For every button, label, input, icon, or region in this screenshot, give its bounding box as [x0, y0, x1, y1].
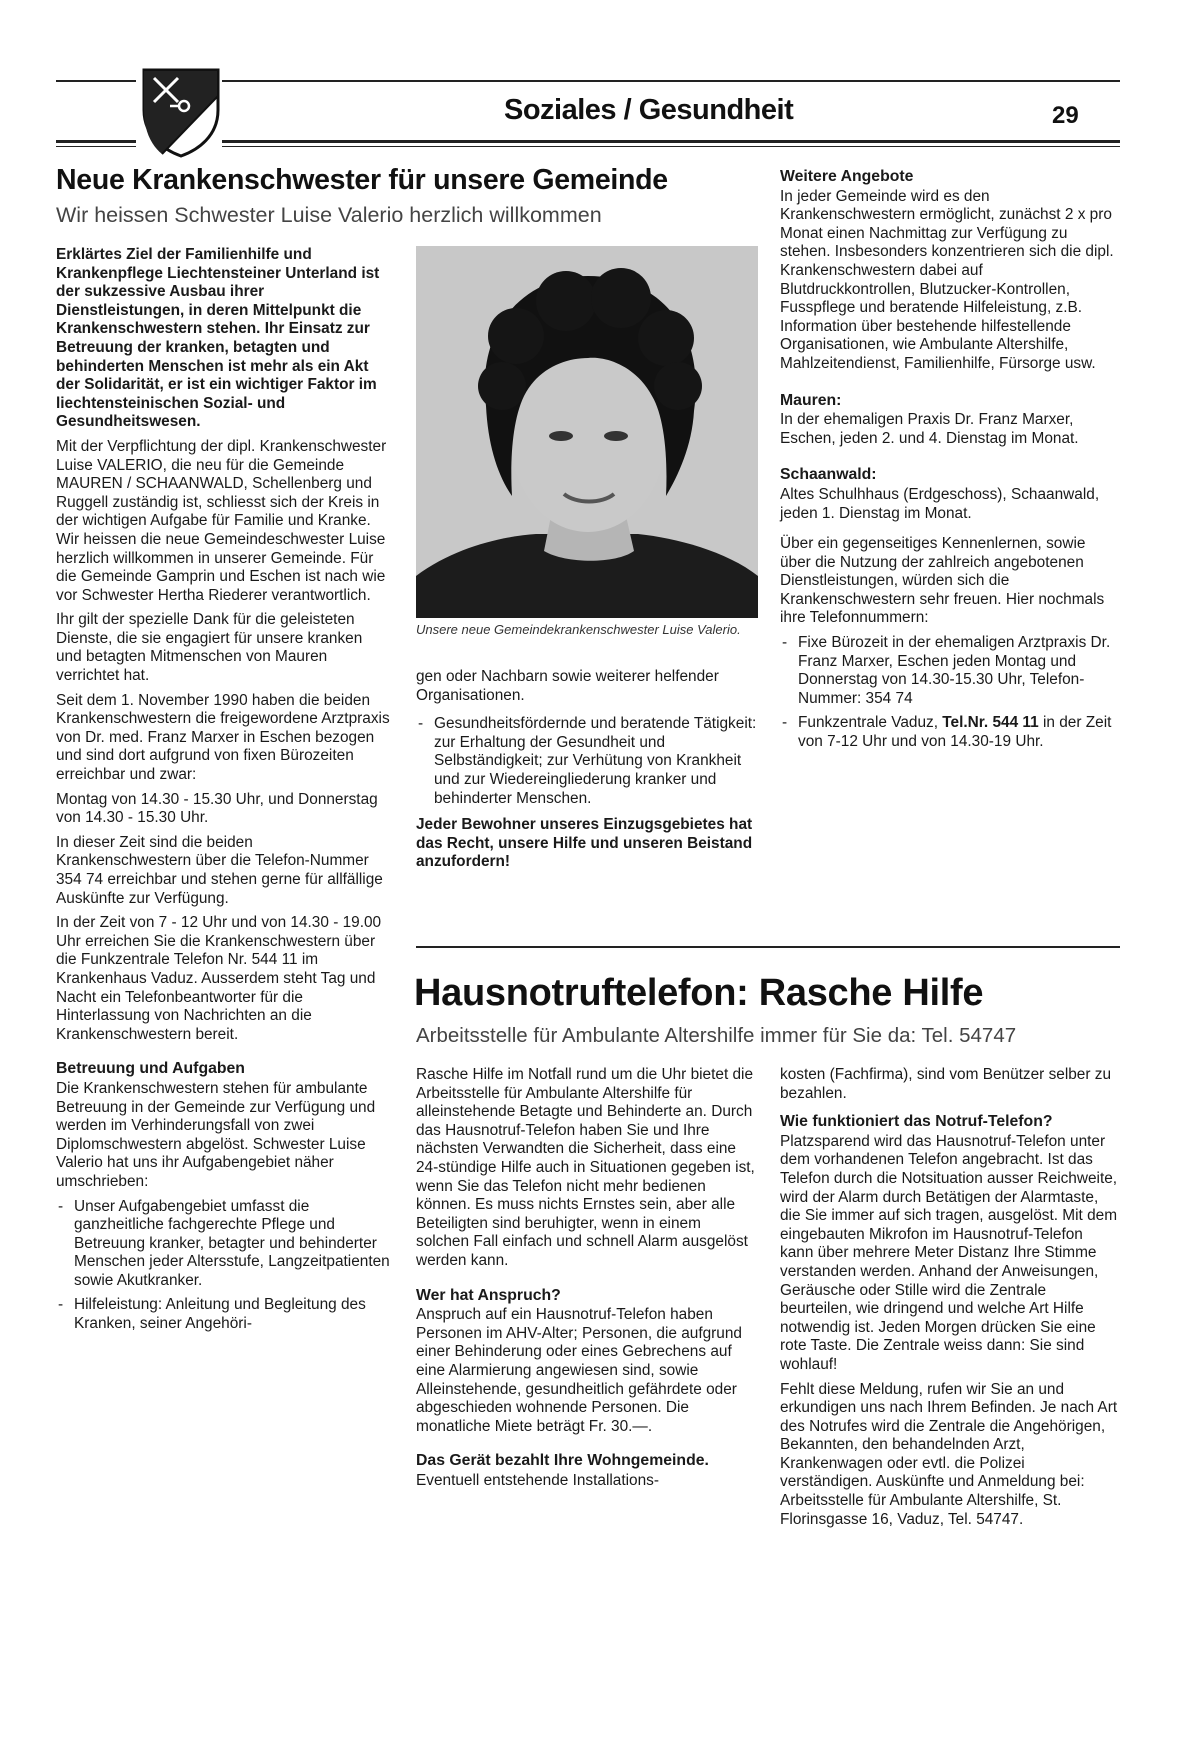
portrait-illustration	[416, 246, 758, 618]
page-number: 29	[1052, 102, 1079, 129]
article2-paragraph: Anspruch auf ein Hausnotruf-Telefon haben Personen im AHV-Alter; Personen, die aufgrund einer Behinderung oder eines Gebrechens auf eine Alarmierung angewiesen sind, sowie Alleinstehende, gesundheitlich gefährdete oder abgeschieden wohnende Personen. Die monatliche Miete beträgt Fr. 30.—.	[416, 1306, 742, 1435]
article2-paragraph: Fehlt diese Meldung, rufen wir Sie an und erkundigen uns nach Ihrem Befinden. Je nach Art des Notrufes wird die Zentrale die Angehörigen, Bekannten, den behandelnden Arzt, Krankenwagen oder evtl. die Polizei verständigen. Auskünfte und Anmeldung bei: Arbeitsstelle für Ambulante Altershilfe, St. Florinsgasse 16, Vaduz, Tel. 54747.	[780, 1380, 1118, 1528]
article-divider	[416, 946, 1120, 948]
phone-numbers-list	[780, 634, 1120, 752]
article1-paragraph: Montag von 14.30 - 15.30 Uhr, und Donnerstag von 14.30 - 15.30 Uhr.	[56, 790, 378, 827]
header-rule-bottom-left	[56, 140, 136, 143]
subheading-schaanwald: Schaanwald:	[780, 466, 877, 484]
article1-title: Neue Krankenschwester für unsere Gemeinde	[56, 164, 668, 196]
article1-column-2	[416, 668, 758, 878]
list-item: - Hilfeleistung: Anleitung und Begleitung des Kranken, seiner Angehöri-	[74, 1296, 392, 1333]
article2-subtitle: Arbeitsstelle für Ambulante Altershilfe immer für Sie da: Tel. 54747	[416, 1024, 1017, 1047]
article1-paragraph: Altes Schulhhaus (Erdgeschoss), Schaanwald, jeden 1. Dienstag im Monat.	[780, 485, 1100, 522]
tasks-list-continued	[416, 715, 758, 808]
header-rule-top-right	[222, 80, 1120, 82]
photo-caption: Unsere neue Gemeindekrankenschwester Luise Valerio.	[416, 622, 741, 637]
section-title: Soziales / Gesundheit	[504, 94, 794, 126]
article1-paragraph: In dieser Zeit sind die beiden Krankenschwestern über die Telefon-Nummer 354 74 erreichbar und stehen gerne für allfällige Auskünfte zur Verfügung.	[56, 833, 383, 907]
article1-lead: Erklärtes Ziel der Familienhilfe und Krankenpflege Liechtensteiner Unterland ist der sukzessive Ausbau ihrer Dienstleistungen, in deren Mittelpunkt die Krankenschwestern stehen. Ihr Einsatz zur Betreuung der kranken, betagten und behinderten Menschen ist mehr als ein Akt der Solidarität, er ist ein wichtiger Faktor im liechtensteinischen Sozial- und Gesundheitswesen.	[56, 246, 380, 431]
article2-paragraph: Platzsparend wird das Hausnotruf-Telefon unter dem vorhandenen Telefon angebracht. Ist das Telefon durch die Notsituation ausser Reichweite, wird der Alarm durch Betätigen der Alarmtaste, die Sie immer auf sich tragen, ausgelöst. Mit dem eingebauten Mikrofon im Hausnotruf-Telefon kann über mehrere Meter Distanz Ihre Stimme verstanden werden. Anhand der Anweisungen, Geräusche oder Stille wird die Zentrale beurteilen, wie dringend und welche Art Hilfe notwendig ist. Jeden Morgen drücken Sie eine rote Taste. Die Zentrale weiss dann: Sie sind wohlauf!	[780, 1132, 1118, 1373]
article1-paragraph: Mit der Verpflichtung der dipl. Krankenschwester Luise VALERIO, die neu für die Gemeinde MAUREN / SCHAANWALD, Schellenberg und Ruggell zuständig ist, schliesst sich der Kreis in der wichtigen Aufgabe für Familie und Kranke. Wir heissen die neue Gemeindeschwester Luise herzlich willkommen in unserer Gemeinde. Für die Gemeinde Gamprin und Eschen ist nach wie vor Schwester Hertha Riederer verantwortlich.	[56, 437, 387, 604]
list-item: - Fixe Bürozeit in der ehemaligen Arztpraxis Dr. Franz Marxer, Eschen jeden Montag und Donnerstag von 14.30-15.30 Uhr, Telefon-Nummer: 354 74	[798, 634, 1120, 708]
article2-paragraph: kosten (Fachfirma), sind vom Benützer selber zu bezahlen.	[780, 1066, 1112, 1102]
article1-paragraph: Die Krankenschwestern stehen für ambulante Betreuung in der Gemeinde zur Verfügung und werden im Verhinderungsfall von zwei Diplomschwestern abgelöst. Schwester Luise Valerio hat uns ihr Aufgabengebiet näher umschrieben:	[56, 1079, 376, 1190]
subheading-mauren: Mauren:	[780, 391, 842, 409]
article2-title: Hausnotruftelefon: Rasche Hilfe	[414, 972, 984, 1014]
subheading-geraet: Das Gerät bezahlt Ihre Wohngemeinde.	[416, 1452, 709, 1470]
list-item	[798, 714, 1120, 751]
article2-paragraph: Rasche Hilfe im Notfall rund um die Uhr bietet die Arbeitsstelle für Ambulante Altershilfe für alleinstehende Betagte und Behinderte an. Durch das Hausnotruf-Telefon haben Sie und Ihre nächsten Verwandten die Sicherheit, dass eine 24-stündige Hilfe auch in Situationen gegeben ist, wenn Sie das Telefon nicht mehr bedienen können. Es muss nichts Ernstes sein, aber alle Beteiligten sind beruhigter, wenn in einem solchen Fall einfach und schnell Alarm ausgelöst werden kann.	[416, 1066, 755, 1269]
article1-paragraph: gen oder Nachbarn sowie weiterer helfender Organisationen.	[416, 668, 719, 704]
subheading-funktion: Wie funktioniert das Notruf-Telefon?	[780, 1113, 1053, 1131]
article2-paragraph: Eventuell entstehende Installations-	[416, 1471, 659, 1489]
list-item: - Gesundheitsfördernde und beratende Tätigkeit: zur Erhaltung der Gesundheit und Selbständigkeit; zur Verhütung von Krankheit und zur Wiedereingliederung kranker und behinderter Menschen.	[434, 715, 758, 808]
article1-paragraph: In der Zeit von 7 - 12 Uhr und von 14.30 - 19.00 Uhr erreichen Sie die Krankenschwestern über die Funkzentrale Telefon Nr. 544 11 im Krankenhaus Vaduz. Ausserdem steht Tag und Nacht ein Telefonbeantworter für die Hinterlassung von Nachrichten an die Krankenschwestern bereit.	[56, 914, 382, 1043]
municipal-coat-of-arms-icon	[140, 66, 222, 158]
article1-column-3	[780, 168, 1120, 758]
header-rule-bottom-right	[222, 140, 1120, 143]
tasks-list	[56, 1198, 392, 1334]
article2-column-2	[416, 1066, 758, 1496]
subheading-weitere-angebote: Weitere Angebote	[780, 168, 914, 185]
subheading-betreuung: Betreuung und Aufgaben	[56, 1060, 245, 1078]
phone-number-highlight: Tel.Nr. 544 11	[942, 714, 1039, 732]
header-rule-top-left	[56, 80, 136, 82]
header-rule-bottom-right-thin	[222, 146, 1120, 147]
article1-paragraph: In der ehemaligen Praxis Dr. Franz Marxer, Eschen, jeden 2. und 4. Dienstag im Monat.	[780, 411, 1079, 447]
article1-column-1	[56, 246, 392, 1340]
header-rule-bottom-left-thin	[56, 146, 136, 147]
article1-paragraph: Über ein gegenseitiges Kennenlernen, sowie über die Nutzung der zahlreich angebotenen Dienstleistungen, würden sich die Krankenschwestern sehr freuen. Hier nochmals ihre Telefonnummern:	[780, 535, 1105, 627]
portrait-photo	[416, 246, 758, 618]
list-item-text: in der Zeit von 7-12 Uhr und von 14.30-19 Uhr.	[798, 714, 1112, 751]
article1-subtitle: Wir heissen Schwester Luise Valerio herzlich willkommen	[56, 203, 602, 227]
article1-paragraph: Ihr gilt der spezielle Dank für die geleisteten Dienste, die sie engagiert für unsere kranken und betagten Mitmenschen von Mauren verrichtet hat.	[56, 611, 363, 685]
article1-paragraph: Seit dem 1. November 1990 haben die beiden Krankenschwestern die freigewordene Arztpraxis von Dr. med. Franz Marxer in Eschen bezogen und sind dort aufgrund von fixen Bürozeiten erreichbar und zwar:	[56, 691, 390, 784]
article2-column-3	[780, 1066, 1120, 1535]
closing-statement: Jeder Bewohner unseres Einzugsgebietes hat das Recht, unsere Hilfe und unseren Beistand anzufordern!	[416, 816, 753, 871]
list-item-text: Funkzentrale Vaduz,	[798, 714, 943, 732]
article1-paragraph: In jeder Gemeinde wird es den Krankenschwestern ermöglicht, zunächst 2 x pro Monat einen Nachmittag zur Verfügung zu stehen. Insbesonders konzentrieren sich die dipl. Krankenschwestern dabei auf Blutdruckkontrollen, Blutzucker-Kontrollen, Fusspflege und beratende Hilfeleistung, z.B. Information über bestehende hilfestellende Organisationen, wie Ambulante Altershilfe, Mahlzeitendienst, Familienhilfe, Fürsorge usw.	[780, 187, 1114, 372]
subheading-anspruch: Wer hat Anspruch?	[416, 1286, 561, 1304]
list-item: - Unser Aufgabengebiet umfasst die ganzheitliche fachgerechte Pflege und Betreuung kranker, betagter und behinderter Menschen jeder Altersstufe, Langzeitpatienten sowie Akutkranker.	[74, 1198, 392, 1291]
